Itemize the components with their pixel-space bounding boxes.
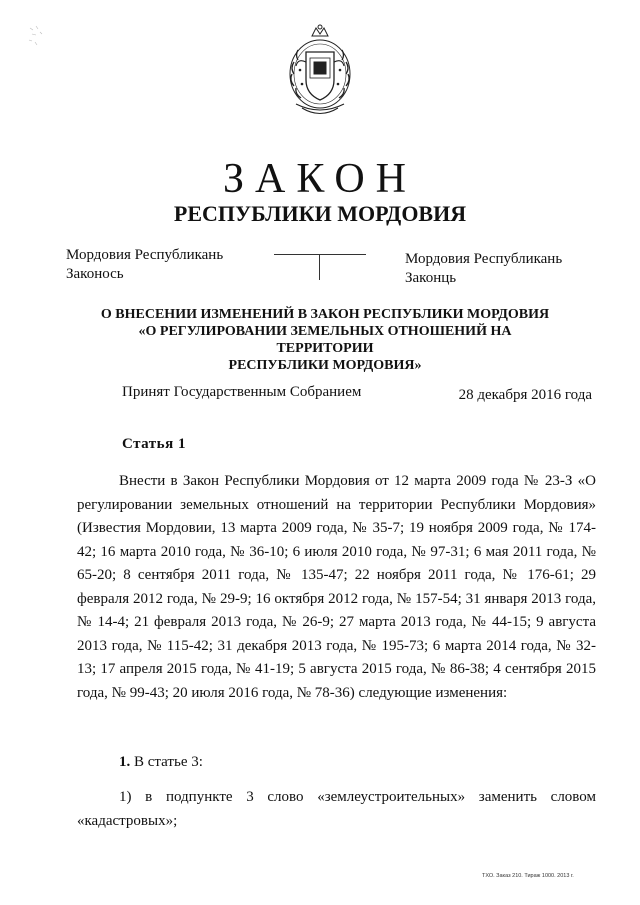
item-1-number: 1. <box>119 754 131 770</box>
item-1-text: В статье 3: <box>130 754 203 770</box>
coat-of-arms-emblem <box>282 22 358 122</box>
item-1 <box>119 753 203 772</box>
print-footer-note: ТХО. Заказ 210. Тираж 1000. 2013 г. <box>482 873 574 879</box>
header-right-block <box>405 250 562 288</box>
law-heading <box>90 306 560 374</box>
scan-artifact <box>26 22 56 52</box>
registration-tick <box>319 254 320 280</box>
header-left-line2: Законось <box>66 266 124 282</box>
document-subtitle: РЕСПУБЛИКИ МОРДОВИЯ <box>173 201 467 226</box>
adoption-date: 28 декабря 2016 года <box>458 387 592 403</box>
subitem-1-paragraph: 1) в подпункте 3 слово «землеустроительных» заменить словом «кадастровых»; <box>77 789 596 829</box>
header-left-line1: Мордовия Республикань <box>66 247 224 263</box>
document-title: ЗАКОН <box>222 156 417 202</box>
header-right-line2: Законць <box>405 270 457 286</box>
law-heading-line2: «О РЕГУЛИРОВАНИИ ЗЕМЕЛЬНЫХ ОТНОШЕНИЙ НА ТЕРРИТОРИИ <box>138 324 512 356</box>
registration-line <box>274 254 366 255</box>
law-heading-line3: РЕСПУБЛИКИ МОРДОВИЯ» <box>228 358 422 373</box>
adoption-text: Принят Государственным Собранием <box>122 384 362 400</box>
header-left-block <box>66 246 223 284</box>
header-right-line1: Мордовия Республикань <box>405 251 563 267</box>
law-heading-line1: О ВНЕСЕНИИ ИЗМЕНЕНИЙ В ЗАКОН РЕСПУБЛИКИ МОРДОВИЯ <box>100 307 550 322</box>
article-intro-paragraph: Внести в Закон Республики Мордовия от 12 марта 2009 года № 23-З «О регулировании земельных отношений на территории Республики Мордовия» (Известия Мордовии, 13 марта 2009 года, № 35-7; 19 ноября 2009 года, № 174-42; 16 марта 2010 года, № 36-10; 6 июля 2010 года, № 97-31; 6 мая 2011 года, № 65-20; 8 сентября 2011 года, № 135-47; 22 ноября 2011 года, № 176-61; 29 февраля 2012 года, № 29-9; 16 октября 2012 года, № 157-54; 31 января 2013 года, № 14-4; 21 февраля 2013 года, № 26-9; 27 марта 2013 года, № 44-15; 9 августа 2013 года, № 115-42; 31 декабря 2013 года, № 195-73; 6 марта 2014 года, № 32-13; 17 апреля 2015 года, № 41-19; 5 августа 2015 года, № 86-38; 4 сентября 2015 года, № 99-43; 20 июля 2016 года, № 78-36) следующие изменения: <box>77 473 596 701</box>
article-label: Статья 1 <box>122 436 186 452</box>
